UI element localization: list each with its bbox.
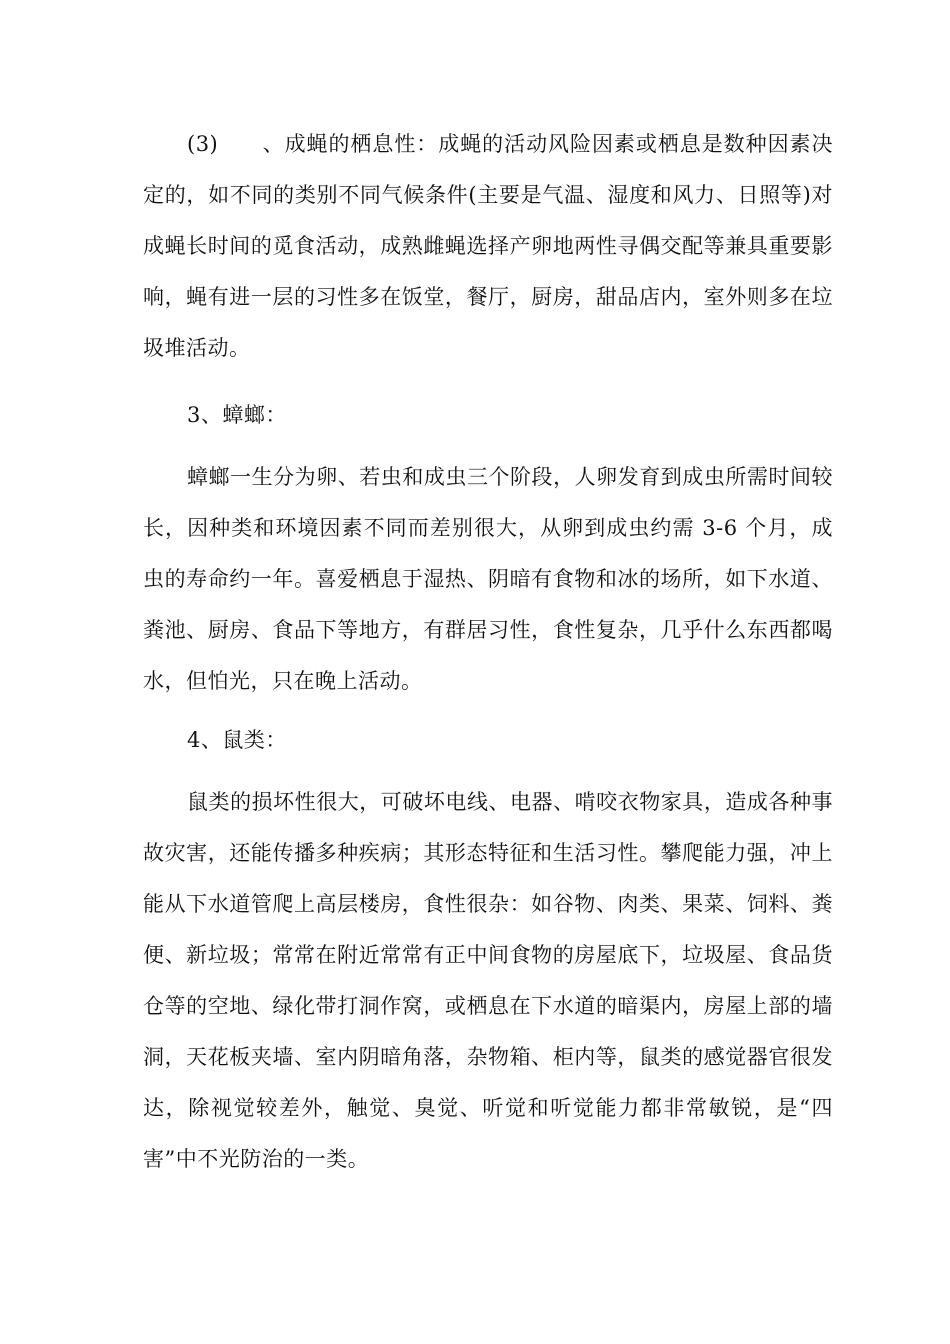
paragraph-text: 蟑螂一生分为卵、若虫和成虫三个阶段，人卵发育到成虫所需时间较长，因种类和环境因素不同而差别很大，从卵到成虫约需 3-6 个月，成虫的寿命约一年。喜爱栖息于湿热、阴暗有食物和冰的场所，如下水道、粪池、厨房、食品下等地方，有群居习性，食性复杂，几乎什么东西都喝水，但怕光，只在晚上活动。 xyxy=(143,465,833,693)
heading-text: 4、鼠类： xyxy=(187,728,287,752)
paragraph-text: 鼠类的损坏性很大，可破坏电线、电器、啃咬衣物家具，造成各种事故灾害，还能传播多种疾病；其形态特征和生活习性。攀爬能力强，冲上能从下水道管爬上高层楼房，食性很杂：如谷物、肉类、果菜、饲料、粪便、新垃圾；常常在附近常常有正中间食物的房屋底下，垃圾屋、食品货仓等的空地、绿化带打洞作窝，或栖息在下水道的暗渠内，房屋上部的墙洞，天花板夹墙、室内阴暗角落，杂物箱、柜内等，鼠类的感觉器官很发达，除视觉较差外，触觉、臭觉、听觉和听觉能力都非常敏锐，是“四害”中不光防治的一类。 xyxy=(143,790,833,1171)
heading-text: 3、蟑螂： xyxy=(187,403,287,427)
section-heading-cockroach xyxy=(143,390,833,441)
paragraph-fly-habitat xyxy=(143,119,833,374)
section-heading-rodent xyxy=(143,715,833,766)
paragraph-text: (3) 、成蝇的栖息性：成蝇的活动风险因素或栖息是数种因素决定的，如不同的类别不同气候条件(主要是气温、湿度和风力、日照等)对成蝇长时间的觅食活动，成熟雌蝇选择产卵地两性寻偶交配等兼具重要影响，蝇有进一层的习性多在饭堂，餐厅，厨房，甜品店内，室外则多在垃圾堆活动。 xyxy=(143,132,833,360)
paragraph-cockroach xyxy=(143,452,833,707)
paragraph-rodent xyxy=(143,777,833,1185)
